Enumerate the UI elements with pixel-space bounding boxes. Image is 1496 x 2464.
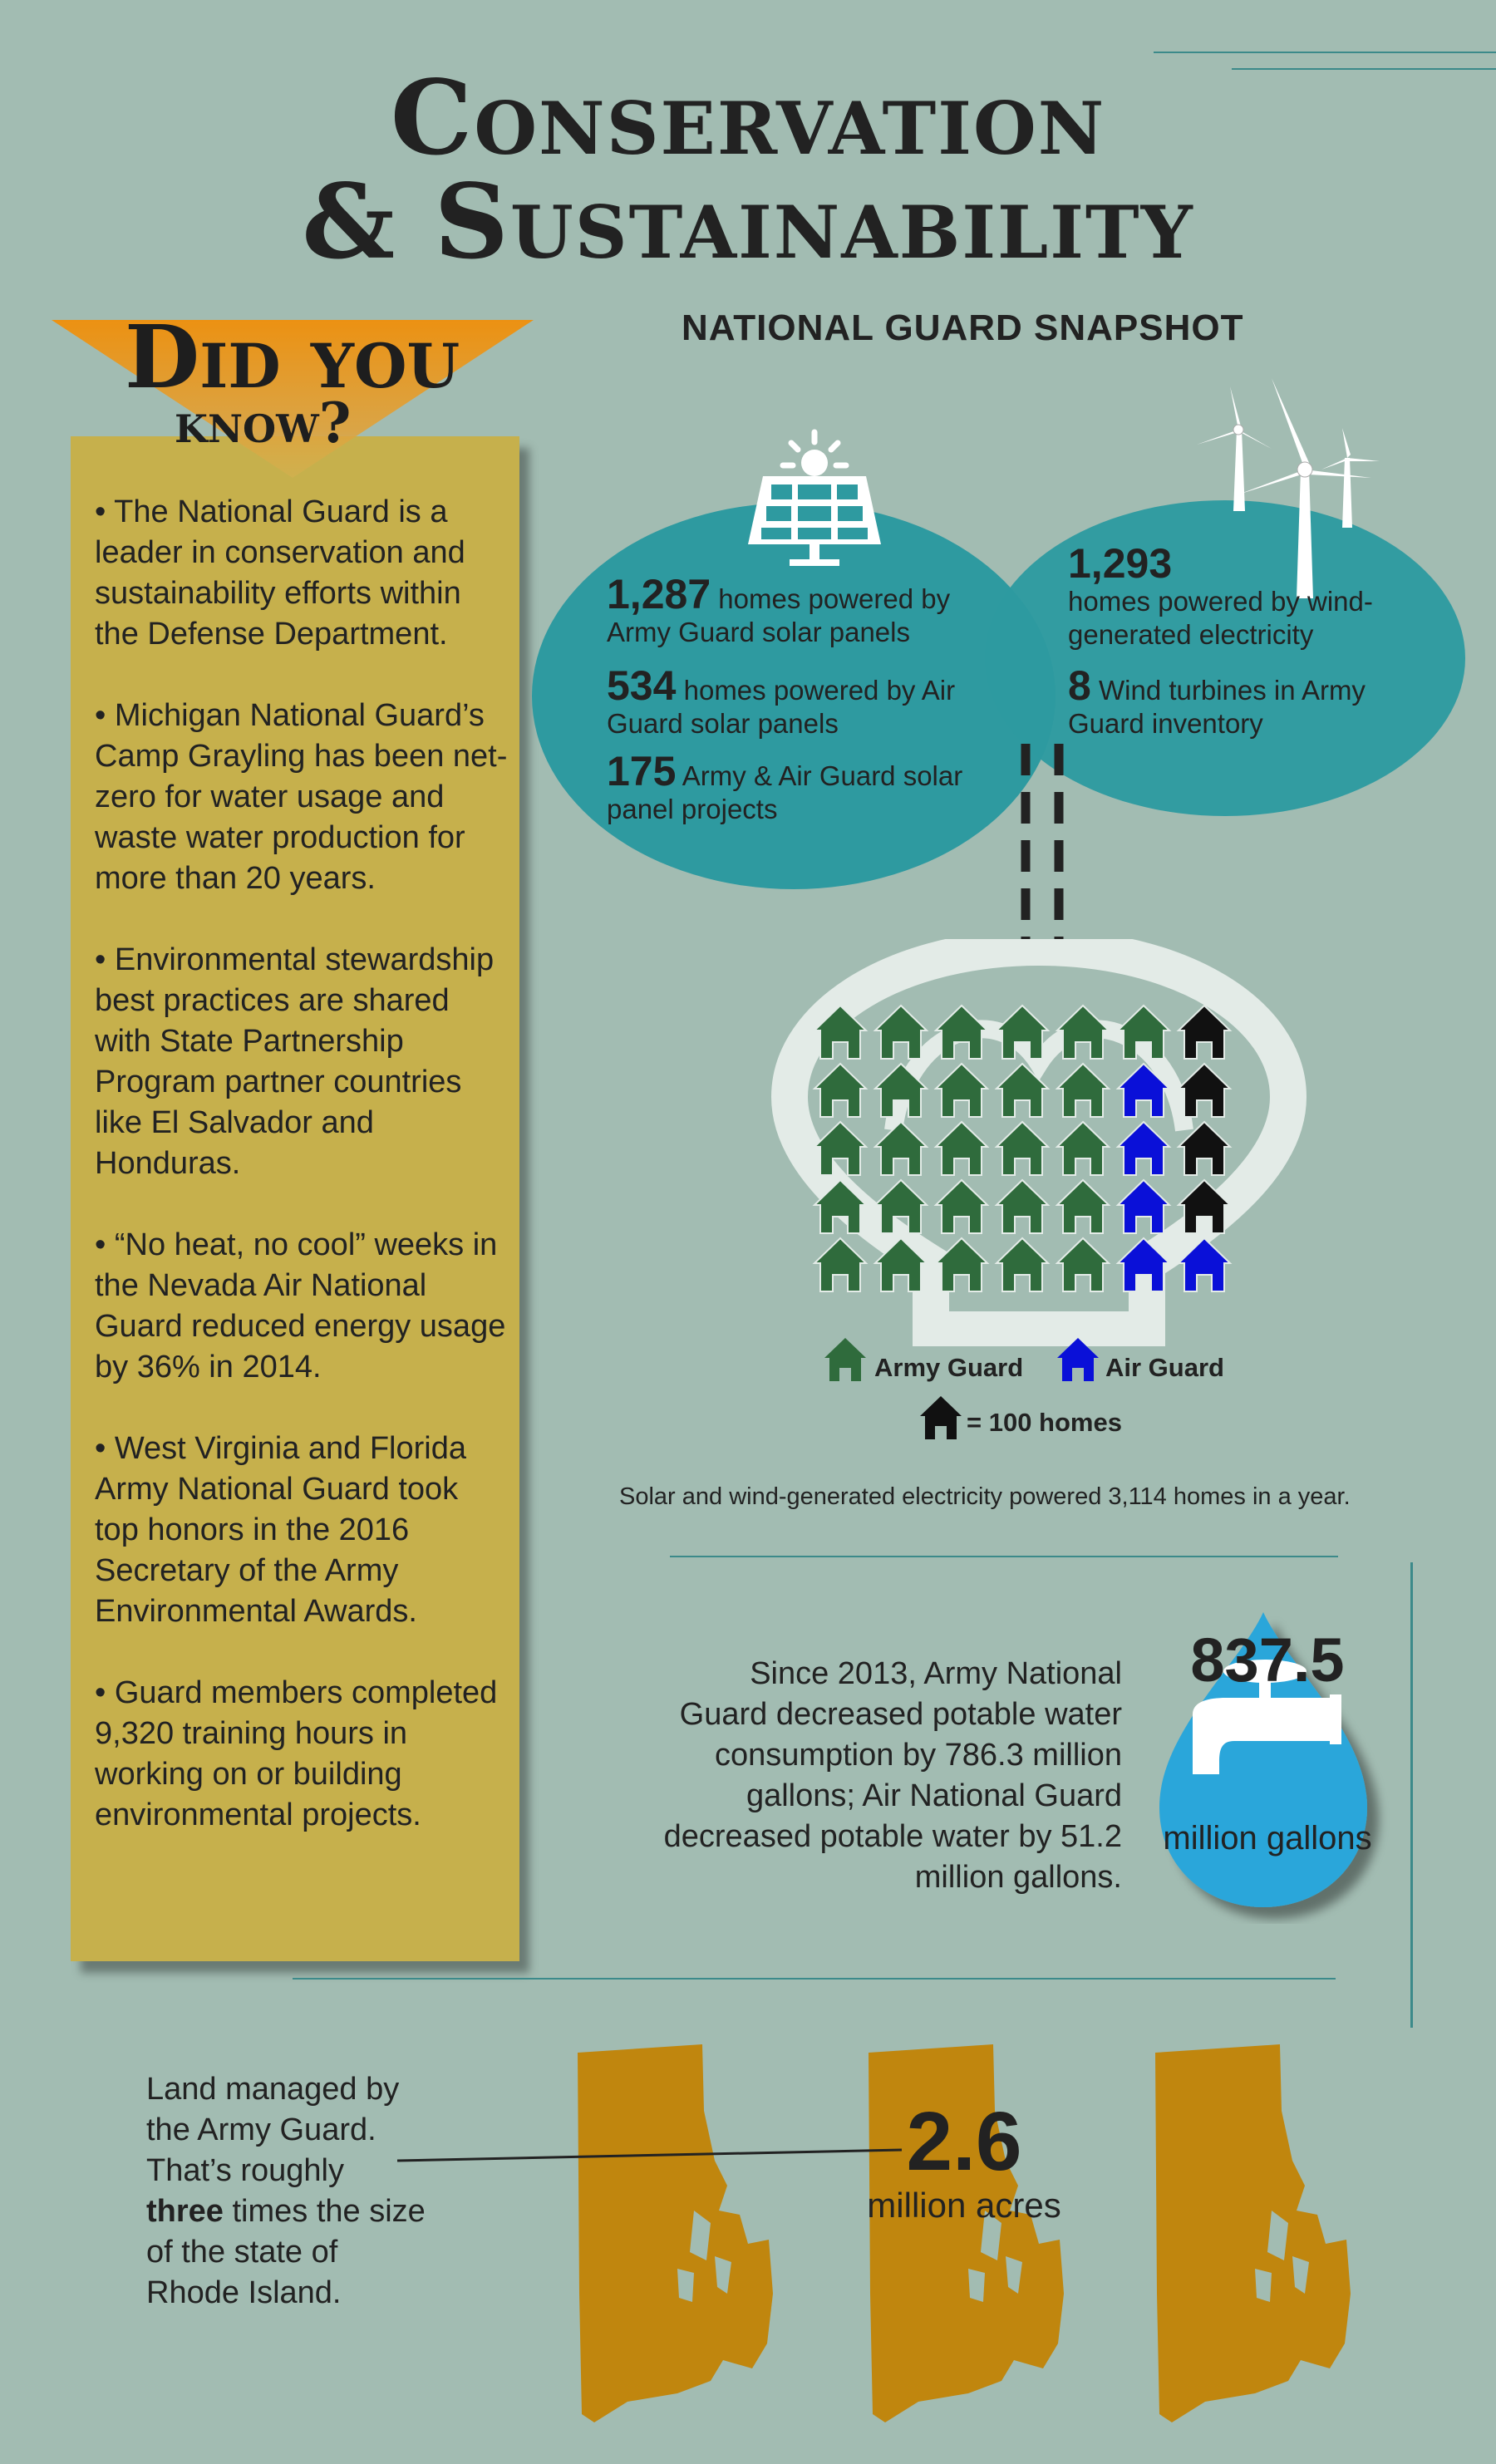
- legend-air-guard: Air Guard: [1105, 1353, 1224, 1382]
- did-you-know-heading-line-1: Did you: [125, 306, 460, 408]
- land-value: 2.6: [906, 2095, 1022, 2188]
- section-divider: [670, 1556, 1338, 1557]
- stat-value: 1,287: [607, 571, 711, 617]
- water-unit: million gallons: [1163, 1820, 1372, 1857]
- house-icon: [1179, 1064, 1230, 1117]
- house-icon: [814, 1238, 866, 1291]
- stat-label: homes powered by Army Guard solar panels: [607, 583, 951, 647]
- house-icon: [1057, 1180, 1109, 1233]
- fact-item: • West Virginia and Florida Army National Guard took top honors in the 2016 Secretary of the Army Environmental Awards.: [95, 1431, 467, 1629]
- house-icon: [814, 1122, 866, 1175]
- fact-item: • Guard members completed 9,320 training hours in working on or building environmental projects.: [95, 1675, 498, 1832]
- house-icon: [1118, 1180, 1169, 1233]
- solar-panel-icon: [740, 428, 889, 573]
- fact-item: • Environmental stewardship best practices are shared with State Partnership Program partner countries like El Salvador and Honduras.: [95, 942, 495, 1181]
- fact-item: • “No heat, no cool” weeks in the Nevada Air National Guard reduced energy usage by 36% in 2014.: [95, 1227, 506, 1384]
- house-icon: [936, 1180, 987, 1233]
- house-icon: [997, 1238, 1048, 1291]
- legend-unit: = 100 homes: [967, 1408, 1122, 1437]
- facts-list: [95, 492, 510, 1876]
- house-icon: [1118, 1122, 1169, 1175]
- air-guard-house-icon: [1056, 1336, 1100, 1383]
- stat-label: homes powered by Air Guard solar panels: [607, 675, 956, 739]
- house-icon: [936, 1006, 987, 1059]
- homes-bulb-chart: [748, 939, 1330, 1346]
- wind-stat-homes: [1068, 540, 1434, 652]
- house-icon: [875, 1122, 927, 1175]
- legend-army-guard: Army Guard: [874, 1353, 1024, 1382]
- house-icon: [936, 1064, 987, 1117]
- rhode-island-map: [578, 2044, 773, 2422]
- house-icon: [997, 1122, 1048, 1175]
- land-text-after: times the size of the state of Rhode Island.: [146, 2194, 426, 2310]
- homes-summary: Solar and wind-generated electricity powered 3,114 homes in a year.: [619, 1483, 1351, 1510]
- stat-label: Army & Air Guard solar panel projects: [607, 760, 963, 824]
- house-icon: [814, 1064, 866, 1117]
- page-title-line-1: Conservation: [390, 58, 1106, 179]
- house-icon: [1057, 1122, 1109, 1175]
- water-value: 837.5: [1190, 1625, 1345, 1694]
- water-description: Since 2013, Army National Guard decreased potable water consumption by 786.3 million gallons; Air National Guard decreased potable water by 51.2 million gallons.: [663, 1656, 1122, 1895]
- land-text-bold: three: [146, 2194, 224, 2229]
- stat-value: 534: [607, 662, 677, 709]
- army-guard-house-icon: [823, 1336, 868, 1383]
- header-rule-top: [1154, 52, 1496, 53]
- page-title-line-2: & Sustainability: [302, 162, 1194, 283]
- rhode-island-maps: [0, 2028, 1496, 2464]
- stat-value: 1,293: [1068, 540, 1173, 587]
- solar-stat-projects: [607, 748, 1006, 826]
- wind-stat-turbines: [1068, 662, 1434, 740]
- house-icon: [1057, 1238, 1109, 1291]
- house-icon: [997, 1180, 1048, 1233]
- did-you-know-heading-line-2: know?: [175, 391, 352, 455]
- section-divider: [293, 1978, 1336, 1980]
- solar-stat-air: [607, 662, 1006, 740]
- house-icon: [936, 1238, 987, 1291]
- stat-label: Wind turbines in Army Guard inventory: [1068, 675, 1366, 739]
- house-icon: [1057, 1006, 1109, 1059]
- stat-value: 175: [607, 748, 677, 794]
- stat-label: homes powered by wind-generated electricity: [1068, 586, 1373, 650]
- rhode-island-map: [1155, 2044, 1351, 2422]
- land-unit: million acres: [867, 2186, 1061, 2225]
- fact-item: • The National Guard is a leader in conservation and sustainability efforts within the Defense Department.: [95, 494, 465, 652]
- house-icon: [936, 1122, 987, 1175]
- bubble-connector: [1014, 744, 1080, 960]
- unit-house-icon: [918, 1394, 963, 1441]
- stat-value: 8: [1068, 662, 1091, 709]
- land-text-before: Land managed by the Army Guard. That’s roughly: [146, 2072, 400, 2188]
- solar-stat-army: [607, 571, 1006, 649]
- section-divider-vertical: [1410, 1562, 1413, 2028]
- fact-item: • Michigan National Guard’s Camp Grayling has been net-zero for water usage and waste water production for more than 20 years.: [95, 698, 508, 896]
- snapshot-heading: NATIONAL GUARD SNAPSHOT: [682, 307, 1244, 348]
- house-icon: [1057, 1064, 1109, 1117]
- house-icon: [875, 1006, 927, 1059]
